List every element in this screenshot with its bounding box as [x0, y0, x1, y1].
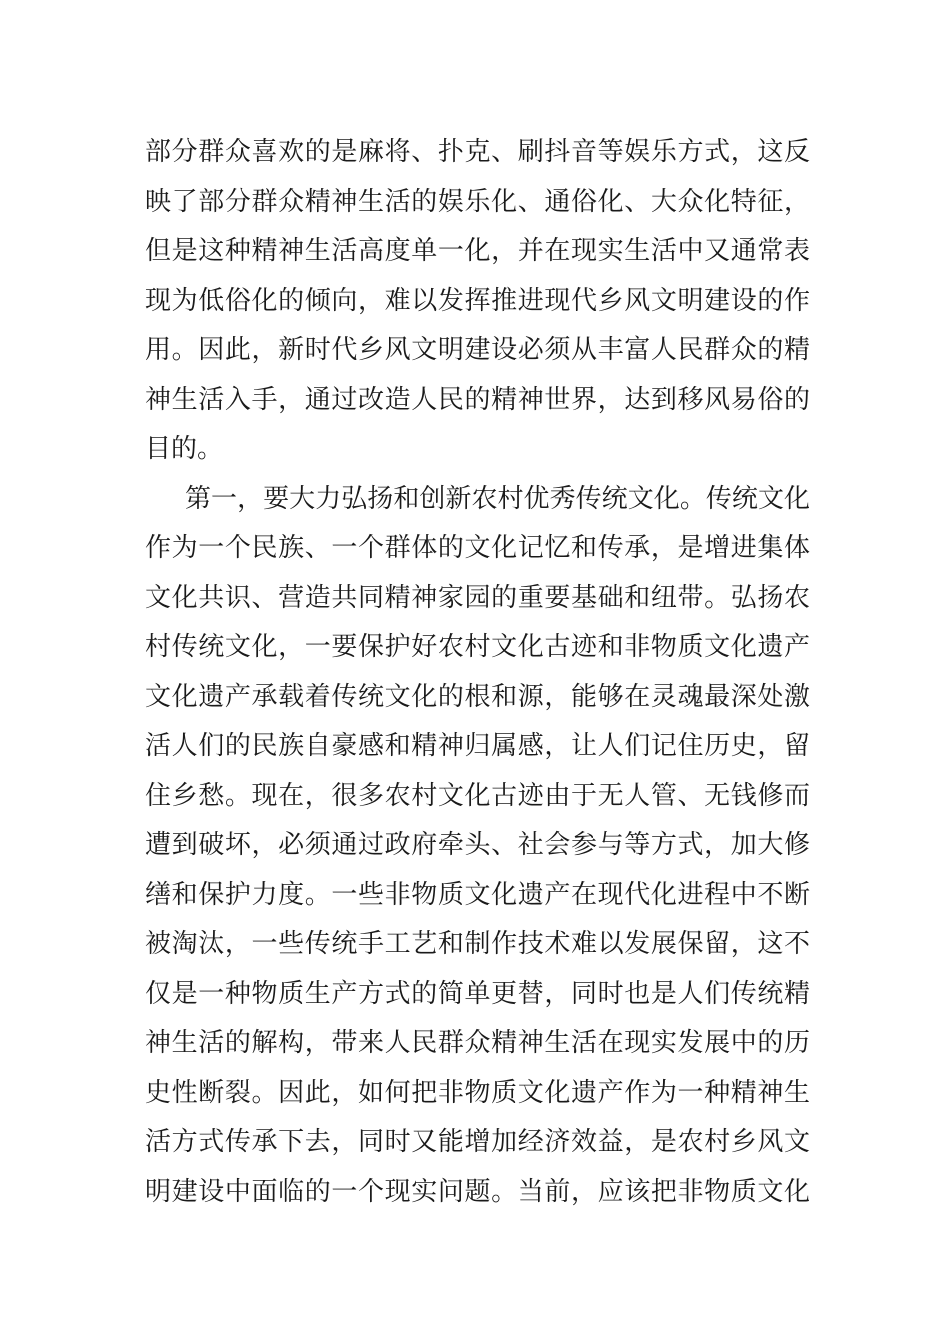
- text-line: 被淘汰，一些传统手工艺和制作技术难以发展保留，这不: [145, 929, 810, 959]
- text-line: 活人们的民族自豪感和精神归属感，让人们记住历史，留: [145, 731, 810, 761]
- text-line: 住乡愁。现在，很多农村文化古迹由于无人管、无钱修而: [145, 780, 810, 811]
- text-line: 神生活的解构，带来人民群众精神生活在现实发展中的历: [145, 1028, 810, 1058]
- text-line: 活方式传承下去，同时又能增加经济效益，是农村乡风文: [145, 1127, 810, 1157]
- text-line: 部分群众喜欢的是麻将、扑克、刷抖音等娱乐方式，这反: [145, 137, 810, 167]
- text-line: 现为低俗化的倾向，难以发挥推进现代乡风文明建设的作: [145, 285, 810, 316]
- text-line: 史性断裂。因此，如何把非物质文化遗产作为一种精神生: [145, 1077, 810, 1108]
- text-line: 村传统文化，一要保护好农村文化古迹和非物质文化遗产: [145, 632, 810, 662]
- text-line: 映了部分群众精神生活的娱乐化、通俗化、大众化特征，: [145, 186, 810, 217]
- text-line: 神生活入手，通过改造人民的精神世界，达到移风易俗的: [145, 384, 810, 415]
- text-line: 目的。: [145, 434, 224, 464]
- text-line: 作为一个民族、一个群体的文化记忆和传承，是增进集体: [145, 533, 810, 563]
- text-line: 文化遗产承载着传统文化的根和源，能够在灵魂最深处激: [145, 681, 810, 712]
- text-line: 仅是一种物质生产方式的简单更替，同时也是人们传统精: [145, 978, 810, 1009]
- text-line: 遭到破坏，必须通过政府牵头、社会参与等方式，加大修: [145, 830, 810, 860]
- paragraph-first-line: 第一，要大力弘扬和创新农村优秀传统文化。传统文化: [185, 483, 810, 514]
- text-line: 用。因此，新时代乡风文明建设必须从丰富人民群众的精: [145, 335, 810, 365]
- body-text: [145, 128, 810, 1217]
- text-line: 缮和保护力度。一些非物质文化遗产在现代化进程中不断: [145, 879, 810, 910]
- text-line: 文化共识、营造共同精神家园的重要基础和纽带。弘扬农: [145, 582, 810, 613]
- text-line: 但是这种精神生活高度单一化，并在现实生活中又通常表: [145, 236, 810, 266]
- text-line: 明建设中面临的一个现实问题。当前，应该把非物质文化: [145, 1176, 810, 1207]
